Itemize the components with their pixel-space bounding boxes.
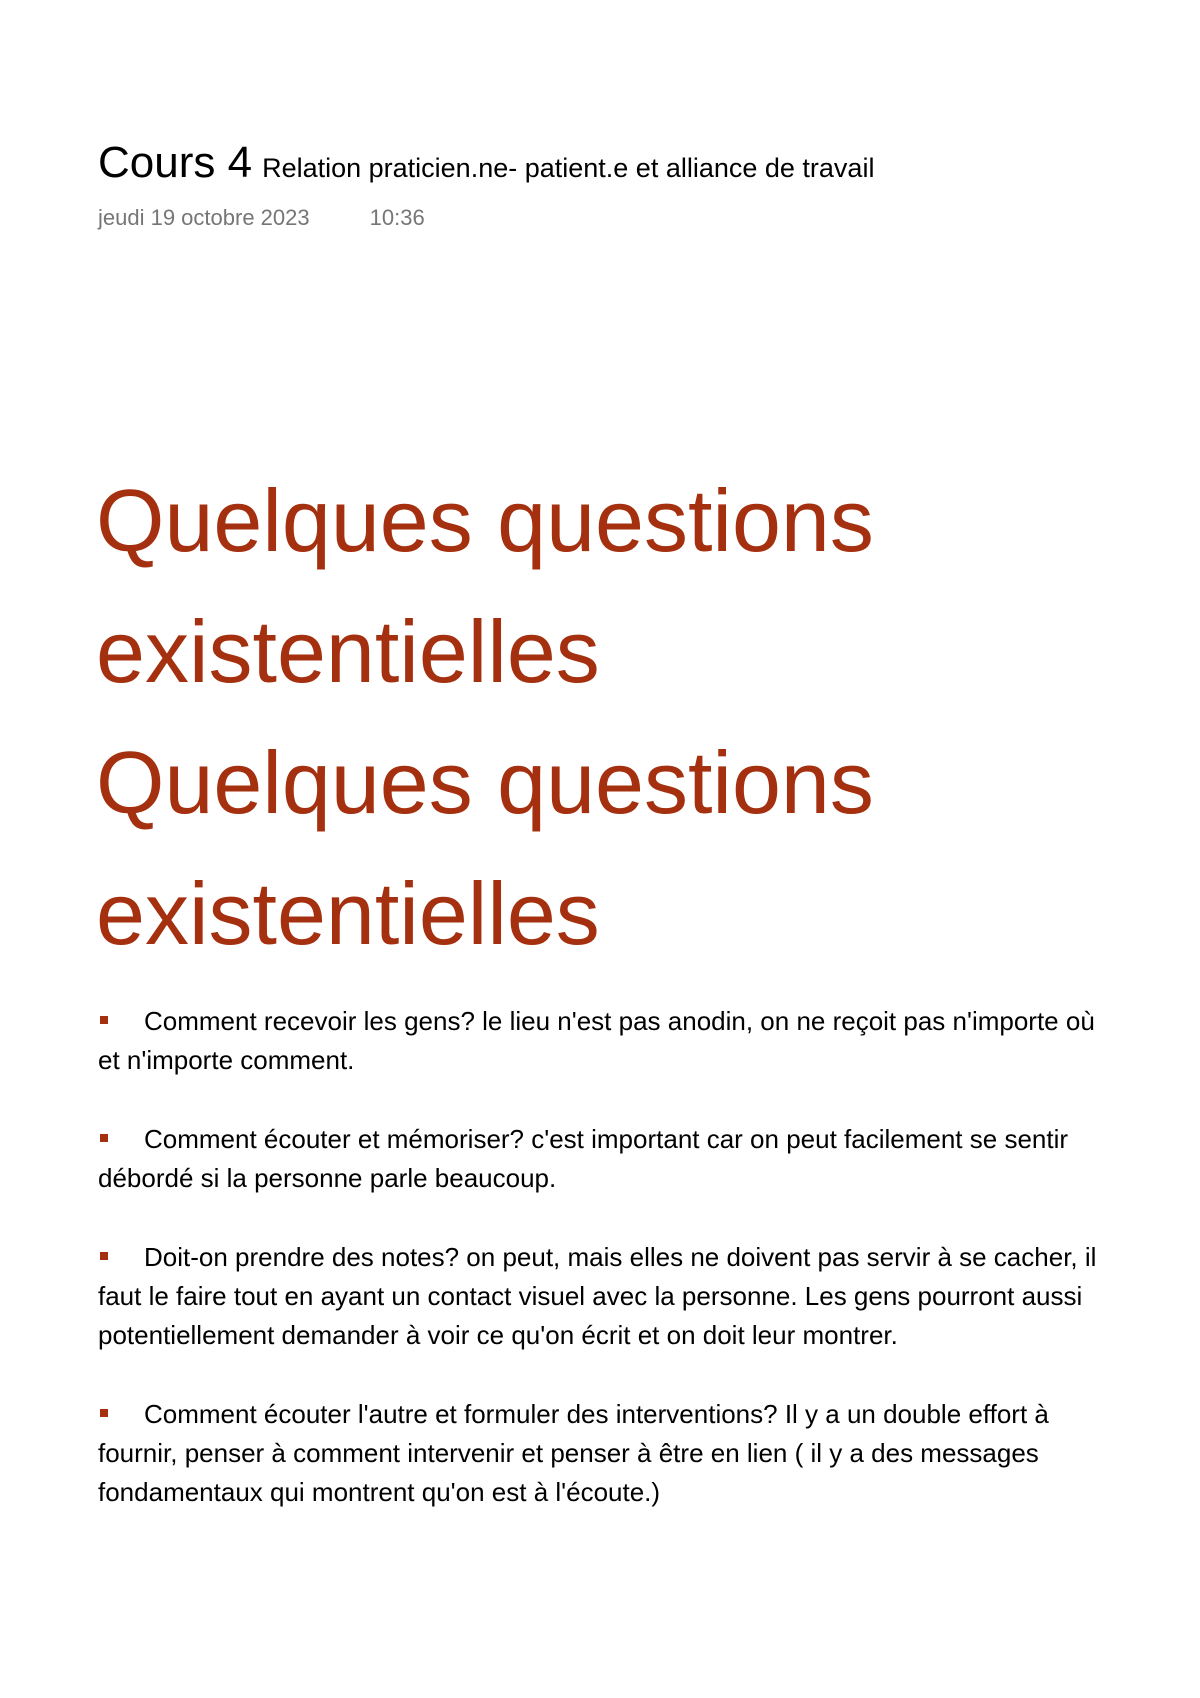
square-bullet-icon (100, 1016, 108, 1024)
bullet-text: Comment écouter l'autre et formuler des interventions? Il y a un double effort à fournir, penser à comment intervenir et penser à être en lien ( il y a des messages fondamentaux qui montrent qu'on est à l'écoute.) (98, 1399, 1049, 1507)
section-heading (96, 455, 1146, 979)
square-bullet-icon (100, 1409, 108, 1417)
page-time: 10:36 (369, 205, 425, 230)
bullet-item (98, 1120, 1118, 1198)
page-title: Cours 4 (98, 138, 253, 187)
bullet-list (98, 1002, 1118, 1552)
bullet-text: Comment recevoir les gens? le lieu n'est pas anodin, on ne reçoit pas n'importe où et n'importe comment. (98, 1006, 1095, 1075)
bullet-text: Comment écouter et mémoriser? c'est important car on peut facilement se sentir débordé si la personne parle beaucoup. (98, 1124, 1069, 1193)
bullet-item (98, 1238, 1118, 1355)
bullet-item (98, 1395, 1118, 1512)
heading-line: existentielles (96, 864, 600, 963)
page-title-row (98, 138, 874, 188)
page-date: jeudi 19 octobre 2023 (98, 205, 310, 230)
heading-line: Quelques questions (96, 733, 874, 832)
heading-line: existentielles (96, 602, 600, 701)
bullet-item (98, 1002, 1118, 1080)
square-bullet-icon (100, 1134, 108, 1142)
page-metadata (98, 205, 425, 231)
heading-line: Quelques questions (96, 471, 874, 570)
bullet-text: Doit-on prendre des notes? on peut, mais elles ne doivent pas servir à se cacher, il faut le faire tout en ayant un contact visuel avec la personne. Les gens pourront aussi potentiellement demander à voir ce qu'on écrit et on doit leur montrer. (98, 1242, 1097, 1350)
page-subtitle: Relation praticien.ne- patient.e et alliance de travail (262, 153, 875, 183)
square-bullet-icon (100, 1252, 108, 1260)
